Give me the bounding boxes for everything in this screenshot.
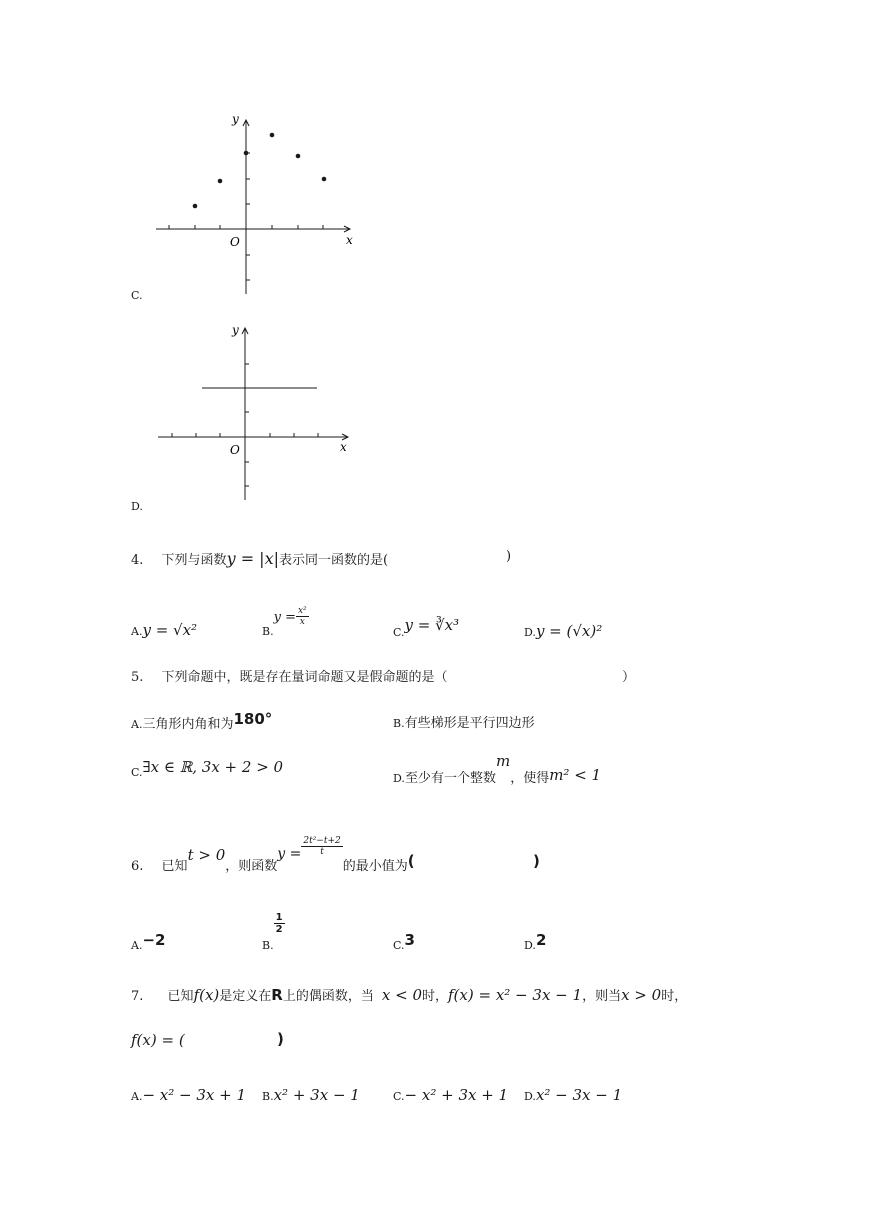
question-5 (131, 666, 448, 685)
q6-number: 6. (131, 859, 144, 874)
q7-number: 7. (131, 989, 144, 1004)
q5-option-d: $_{D.}$至少有一个整数m，使得m² < 1 (393, 752, 602, 786)
graph-c-origin-label: O (230, 235, 240, 249)
q4-prefix: 下列与函数 (161, 553, 227, 568)
q7-option-c: C.− x² + 3x + 1 (393, 1086, 509, 1104)
question-7: 7. 已知f(x)是定义在R上的偶函数，当 x < 0时，f(x) = x² − 3x − 1，则当x > 0时， (131, 986, 688, 1004)
q7-option-a: A.− x² − 3x + 1 (131, 1086, 247, 1104)
q4-expression: y = |x| (226, 549, 279, 568)
q6-close-paren: ) (533, 852, 540, 870)
graph-c-point (218, 179, 223, 184)
q4-suffix: 表示同一函数的是( (278, 553, 389, 568)
graph-d-origin-label: O (230, 443, 240, 457)
graph-c-point (244, 151, 249, 156)
q7-option-d: D.x² − 3x − 1 (524, 1086, 623, 1104)
q4-option-c: $_{C.}$y = ∛x³ (393, 616, 460, 639)
q4-option-a: A.y = √x² (131, 621, 198, 639)
graph-c-point (193, 204, 198, 209)
q5-option-c: $_{C.}$∃x ∈ ℝ, 3x + 2 > 0 (131, 758, 284, 779)
option-d-label: D. (131, 500, 143, 513)
q6-option-a: $_{A.}$−2 (131, 931, 166, 952)
q7-option-b: B.x² + 3x − 1 (262, 1086, 360, 1104)
graph-c-x-label: x (346, 233, 353, 247)
question-6: 6. 已知t > 0，则函数y = $\frac{\text{2t²−t+2}}{t}$ 的最小值为( (131, 836, 415, 874)
q5-number: 5. (131, 670, 144, 685)
graph-c (150, 108, 370, 298)
q4-number: 4. (131, 553, 144, 568)
q4-option-d: D.y = (√x)² (524, 622, 603, 640)
q6-option-b: $_{B.}$ $\frac{1}{2}$ (262, 912, 283, 952)
q6-option-d: $_{D.}$2 (524, 931, 547, 952)
graph-c-point (270, 133, 275, 138)
option-c-label: C. (131, 289, 143, 302)
graph-c-point (322, 177, 327, 182)
q5-option-b: B.有些梯形是平行四边形 (393, 716, 535, 731)
q4-close-paren: ) (506, 549, 512, 564)
graph-d (150, 320, 370, 505)
question-4 (131, 549, 388, 568)
q5-close-paren: ） (622, 670, 636, 685)
q7-line-2: f(x) = ( (131, 1031, 185, 1049)
q5-text: 下列命题中，既是存在量词命题又是假命题的是（ (161, 670, 448, 685)
graph-c-y-label: y (232, 112, 239, 126)
graph-c-point (296, 154, 301, 159)
graph-d-y-label: y (232, 323, 239, 337)
q6-option-c: $_{C.}$3 (393, 931, 415, 952)
q4-option-b: $_{B.}$y = $\frac{\text{x²}}{x}$ (262, 606, 307, 638)
q7-close-paren: ) (277, 1030, 284, 1048)
graph-d-x-label: x (340, 440, 347, 454)
q5-option-a: A.三角形内角和为180° (131, 710, 273, 732)
